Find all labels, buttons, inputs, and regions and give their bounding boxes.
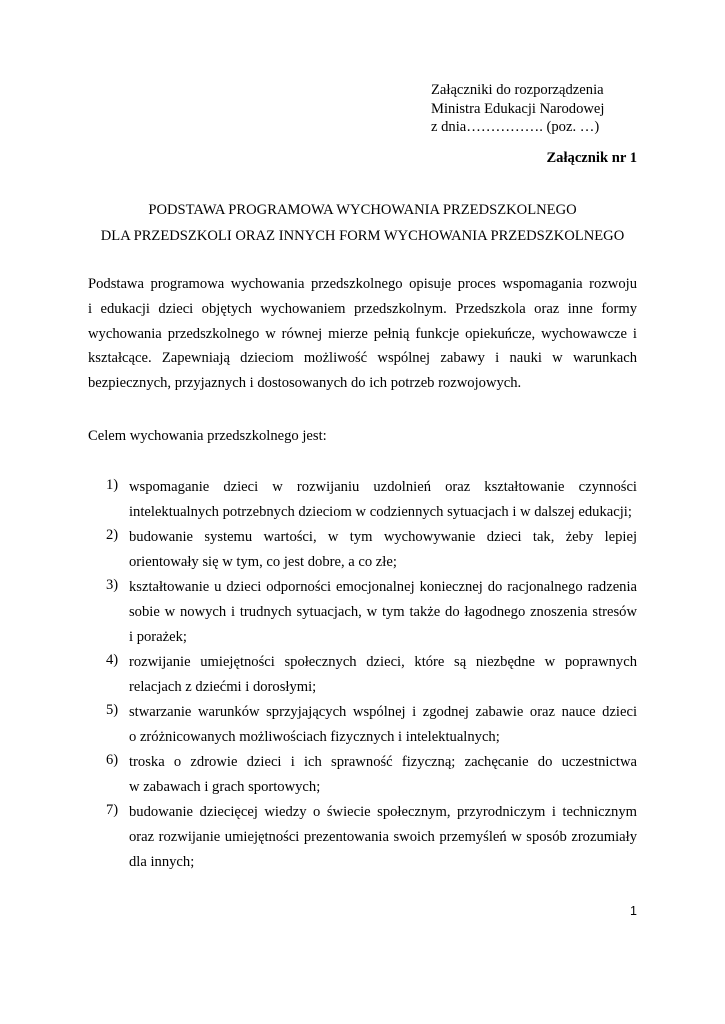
document-title-line-2: DLA PRZEDSZKOLI ORAZ INNYCH FORM WYCHOWANIA PRZEDSZKOLNEGO xyxy=(100,228,625,244)
goal-line: orientowały się w tym, co jest dobre, a co złe; xyxy=(129,554,397,570)
goal-line: i porażek; xyxy=(129,629,187,645)
goal-line: wspomaganie dzieci w rozwijaniu uzdolnień oraz kształtowanie czynności xyxy=(129,479,637,495)
goal-item xyxy=(88,477,637,527)
goal-number: 2) xyxy=(106,527,119,543)
goal-line: rozwijanie umiejętności społecznych dzieci, które są niezbędne w poprawnych xyxy=(129,654,637,670)
goal-item xyxy=(88,577,637,652)
intro-line: wychowania przedszkolnego w równej mierze pełnią funkcje opiekuńcze, wychowawcze i xyxy=(88,325,637,342)
intro-paragraph xyxy=(88,272,637,396)
goal-line: oraz rozwijanie umiejętności prezentowania swoich przemyśleń w sposób zrozumiały xyxy=(129,829,637,845)
header-line: Załączniki do rozporządzenia xyxy=(431,82,604,98)
header-line: z dnia……………. (poz. …) xyxy=(431,119,600,135)
goal-number: 5) xyxy=(106,702,119,718)
goal-number: 3) xyxy=(106,577,119,593)
intro-line: bezpiecznych, przyjaznych i dostosowanych do ich potrzeb rozwojowych. xyxy=(88,375,522,392)
annex-label: Załącznik nr 1 xyxy=(546,150,637,166)
intro-line: Podstawa programowa wychowania przedszkolnego opisuje proces wspomagania rozwoju xyxy=(88,276,637,292)
goal-line: dla innych; xyxy=(129,854,195,870)
goal-line: relacjach z dziećmi i dorosłymi; xyxy=(129,679,317,695)
goal-item xyxy=(88,802,637,877)
goals-list xyxy=(88,477,637,877)
goal-line: budowanie dziecięcej wiedzy o świecie społecznym, przyrodniczym i technicznym xyxy=(129,804,637,820)
document-title-line-1: PODSTAWA PROGRAMOWA WYCHOWANIA PRZEDSZKOLNEGO xyxy=(148,202,577,218)
goal-number: 6) xyxy=(106,752,119,768)
page-number: 1 xyxy=(630,904,637,918)
goal-line: kształtowanie u dzieci odporności emocjonalnej koniecznej do racjonalnego radzenia xyxy=(129,579,637,595)
goal-item xyxy=(88,652,637,702)
goal-number: 7) xyxy=(106,802,119,818)
goal-number: 1) xyxy=(106,477,119,493)
goal-line: troska o zdrowie dzieci i ich sprawność fizyczną; zachęcanie do uczestnictwa xyxy=(129,754,637,770)
goal-line: budowanie systemu wartości, w tym wychowywanie dzieci tak, żeby lepiej xyxy=(129,529,637,545)
goal-item xyxy=(88,702,637,752)
goal-item xyxy=(88,752,637,802)
intro-line: i edukacji dzieci objętych wychowaniem przedszkolnym. Przedszkola oraz inne formy xyxy=(88,300,637,317)
goals-lead: Celem wychowania przedszkolnego jest: xyxy=(88,428,327,444)
goal-line: o zróżnicowanych możliwościach fizycznych i intelektualnych; xyxy=(129,729,500,745)
goal-line: stwarzanie warunków sprzyjających wspólnej i zgodnej zabawie oraz nauce dzieci xyxy=(129,704,637,720)
goal-line: sobie w nowych i trudnych sytuacjach, w tym także do łagodnego znoszenia stresów xyxy=(129,604,637,620)
header-line: Ministra Edukacji Narodowej xyxy=(431,100,605,117)
goal-line: intelektualnych potrzebnych dzieciom w codziennych sytuacjach i w dalszej edukacji; xyxy=(129,504,632,520)
regulation-header xyxy=(431,81,661,137)
intro-line: kształcące. Zapewniają dzieciom możliwość wspólnej zabawy i nauki w warunkach xyxy=(88,350,637,367)
goal-item xyxy=(88,527,637,577)
goal-line: w zabawach i grach sportowych; xyxy=(129,779,321,795)
goal-number: 4) xyxy=(106,652,119,668)
